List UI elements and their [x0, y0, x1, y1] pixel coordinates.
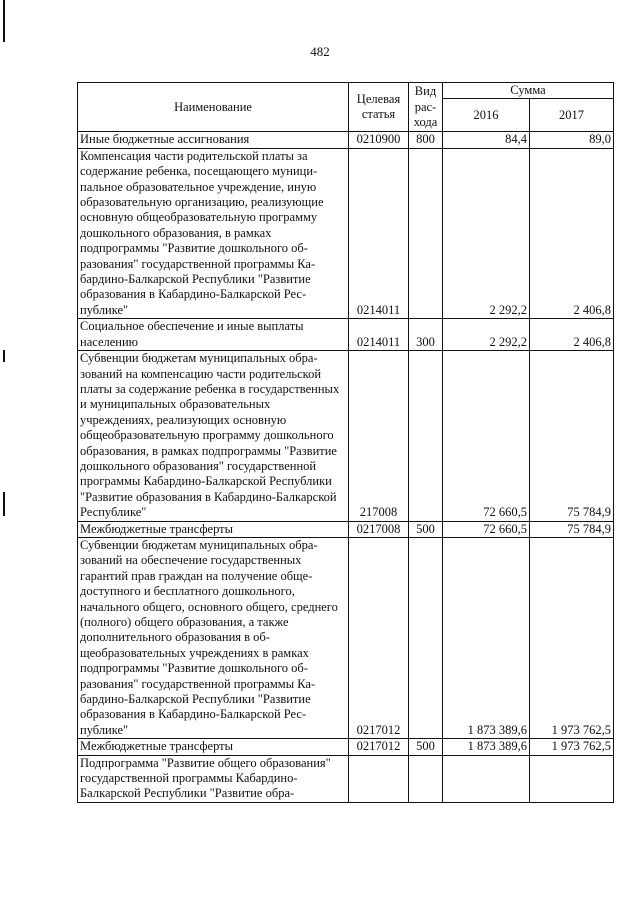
- row-sum-2017: [530, 755, 614, 802]
- table-row: [78, 319, 614, 351]
- row-name: Социальное обеспечение и иные выплаты населению: [78, 319, 349, 351]
- row-expense-type: [409, 537, 443, 738]
- row-target-code: 0217008: [349, 521, 409, 537]
- row-name: Субвенции бюджетам муниципальных образований на компенсацию части родительской платы за содержание ребенка в государственных и муниципальных образовательных учреждениях, реализующих основную общеобразовательную программу дошкольного образования, в рамках подпрограммы "Развитие дошкольного образования" государственной программы Кабардино-Балкарской Республики "Развитие образования в Кабардино-Балкарской Республике": [78, 351, 349, 521]
- budget-table: [77, 82, 614, 803]
- row-sum-2016: 72 660,5: [443, 351, 530, 521]
- row-sum-2016: [443, 755, 530, 802]
- row-target-code: [349, 755, 409, 802]
- row-sum-2016: 72 660,5: [443, 521, 530, 537]
- row-sum-2016: 1 873 389,6: [443, 537, 530, 738]
- row-sum-2017: 1 973 762,5: [530, 739, 614, 755]
- row-target-code: 0217012: [349, 537, 409, 738]
- header-expense-type: Вид расхода: [409, 83, 443, 132]
- scan-mark-mid-left: [3, 350, 5, 362]
- row-expense-type: 500: [409, 521, 443, 537]
- row-name: Субвенции бюджетам муниципальных образований на обеспечение государственных гарантий прав граждан на получение общедоступного и бесплатного дошкольного, начального общего, основного общего, среднего (полного) общего образования, а также дополнительного образования в общеобразовательных учреждениях в рамках подпрограммы "Развитие дошкольного образования" государственной программы Кабардино-Балкарской Республики "Развитие образования в Кабардино-Балкарской Республике": [78, 537, 349, 738]
- header-name: Наименование: [78, 83, 349, 132]
- row-expense-type: [409, 148, 443, 318]
- row-sum-2017: 2 406,8: [530, 319, 614, 351]
- row-sum-2017: 89,0: [530, 132, 614, 148]
- row-expense-type: [409, 755, 443, 802]
- row-sum-2017: 1 973 762,5: [530, 537, 614, 738]
- scan-mark-top-left: [3, 0, 5, 42]
- row-name: Межбюджетные трансферты: [78, 739, 349, 755]
- row-sum-2017: 75 784,9: [530, 521, 614, 537]
- row-expense-type: 800: [409, 132, 443, 148]
- header-year-2017: 2017: [530, 99, 614, 132]
- table-row: [78, 755, 614, 802]
- row-name: Компенсация части родительской платы за содержание ребенка, посещающего муниципальное образовательное учреждение, иную образовательную организацию, реализующие основную общеобразовательную программу дошкольного образования, в рамках подпрограммы "Развитие дошкольного образования" государственной программы Кабардино-Балкарской Республики "Развитие образования в Кабардино-Балкарской Республике": [78, 148, 349, 318]
- table-row: [78, 521, 614, 537]
- table-row: [78, 739, 614, 755]
- table-row: [78, 351, 614, 521]
- row-name: Подпрограмма "Развитие общего образования" государственной программы Кабардино-Балкарской Республики "Развитие обра-: [78, 755, 349, 802]
- page-number: 482: [310, 44, 330, 59]
- row-name: Иные бюджетные ассигнования: [78, 132, 349, 148]
- row-expense-type: 300: [409, 319, 443, 351]
- table-row: [78, 132, 614, 148]
- row-expense-type: [409, 351, 443, 521]
- header-row-top: [78, 83, 614, 99]
- row-sum-2016: 2 292,2: [443, 319, 530, 351]
- row-sum-2016: 1 873 389,6: [443, 739, 530, 755]
- row-sum-2017: 2 406,8: [530, 148, 614, 318]
- row-sum-2017: 75 784,9: [530, 351, 614, 521]
- row-sum-2016: 84,4: [443, 132, 530, 148]
- row-name: Межбюджетные трансферты: [78, 521, 349, 537]
- scan-mark-lower-left: [3, 492, 5, 516]
- row-target-code: 0214011: [349, 319, 409, 351]
- header-year-2016: 2016: [443, 99, 530, 132]
- row-target-code: 0217012: [349, 739, 409, 755]
- table-row: [78, 148, 614, 318]
- table-row: [78, 537, 614, 738]
- header-target: Целевая статья: [349, 83, 409, 132]
- row-target-code: 0210900: [349, 132, 409, 148]
- row-target-code: 0214011: [349, 148, 409, 318]
- row-expense-type: 500: [409, 739, 443, 755]
- row-sum-2016: 2 292,2: [443, 148, 530, 318]
- row-target-code: 217008: [349, 351, 409, 521]
- header-sum: Сумма: [443, 83, 614, 99]
